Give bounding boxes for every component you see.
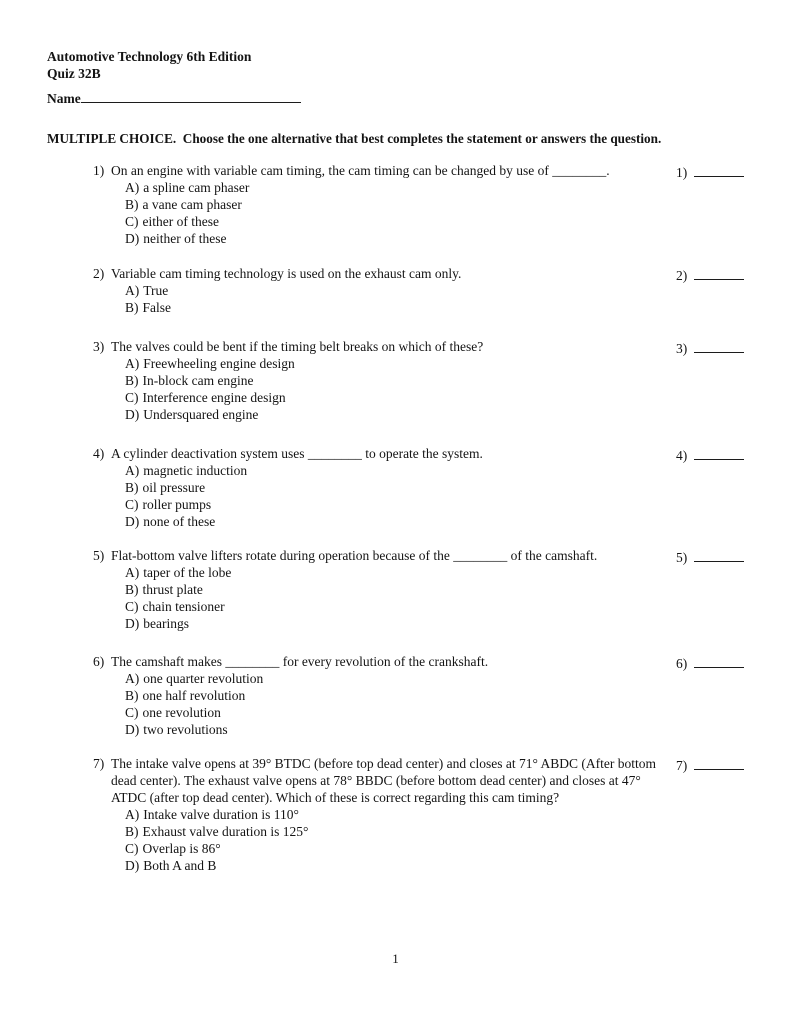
name-label: Name — [47, 91, 81, 106]
question-text: Variable cam timing technology is used on the exhaust cam only. — [111, 266, 462, 281]
option-text: thrust plate — [142, 582, 203, 597]
question-block — [93, 755, 748, 874]
option-letter: D) — [125, 407, 140, 422]
option-letter: A) — [125, 356, 140, 371]
option-text: bearings — [143, 616, 189, 631]
question-text: The intake valve opens at 39° BTDC (before top dead center) and closes at 71° ABDC (After bottom dead center). The exhaust valve opens at 78° BBDC (before bottom dead center) and closes at 47° ATDC (after top dead center). Which of these is correct regarding this cam timing? — [111, 756, 657, 805]
question-option — [125, 840, 748, 857]
answer-number: 3) — [676, 341, 688, 356]
section-heading: MULTIPLE CHOICE. Choose the one alternative that best completes the statement or answers the question. — [47, 131, 662, 146]
option-letter: A) — [125, 807, 140, 822]
question-option — [125, 282, 748, 299]
option-text: none of these — [143, 514, 216, 529]
doc-header — [47, 48, 251, 82]
question-option — [125, 513, 748, 530]
question-option — [125, 355, 748, 372]
question-options — [125, 670, 748, 738]
question-option — [125, 721, 748, 738]
option-text: False — [142, 300, 171, 315]
answer-blank-line[interactable] — [694, 265, 744, 280]
question-options — [125, 564, 748, 632]
doc-title: Automotive Technology 6th Edition — [47, 49, 252, 64]
question-text: On an engine with variable cam timing, the cam timing can be changed by use of ________. — [111, 163, 610, 178]
question-block — [93, 445, 748, 530]
option-letter: B) — [125, 480, 139, 495]
question-number: 1) — [93, 163, 105, 178]
answer-blank-line[interactable] — [694, 338, 744, 353]
question-option — [125, 564, 748, 581]
question-options — [125, 355, 748, 423]
question-text: Flat-bottom valve lifters rotate during operation because of the ________ of the camshaft. — [111, 548, 598, 563]
question-block — [93, 265, 748, 316]
questions-list — [93, 162, 748, 874]
question-option — [125, 857, 748, 874]
option-letter: B) — [125, 373, 139, 388]
option-text: either of these — [142, 214, 219, 229]
option-letter: D) — [125, 858, 140, 873]
question-text: The valves could be bent if the timing belt breaks on which of these? — [111, 339, 484, 354]
option-text: one half revolution — [142, 688, 246, 703]
option-letter: D) — [125, 514, 140, 529]
option-letter: B) — [125, 582, 139, 597]
question-text: A cylinder deactivation system uses ________ to operate the system. — [111, 446, 483, 461]
question-block — [93, 338, 748, 423]
answer-number: 4) — [676, 448, 688, 463]
question-options — [125, 806, 748, 874]
answer-slot — [676, 162, 744, 181]
option-letter: C) — [125, 214, 139, 229]
question-option — [125, 479, 748, 496]
question-block — [93, 547, 748, 632]
question-option — [125, 213, 748, 230]
question-block — [93, 653, 748, 738]
option-letter: A) — [125, 283, 140, 298]
option-text: Interference engine design — [142, 390, 286, 405]
option-text: two revolutions — [143, 722, 228, 737]
option-letter: A) — [125, 565, 140, 580]
option-letter: D) — [125, 231, 140, 246]
answer-blank-line[interactable] — [694, 755, 744, 770]
question-option — [125, 406, 748, 423]
question-number: 6) — [93, 654, 105, 669]
question-option — [125, 299, 748, 316]
option-letter: B) — [125, 688, 139, 703]
question-options — [125, 462, 748, 530]
question-option — [125, 496, 748, 513]
answer-blank-line[interactable] — [694, 653, 744, 668]
question-option — [125, 179, 748, 196]
question-option — [125, 230, 748, 247]
question-option — [125, 389, 748, 406]
option-letter: A) — [125, 463, 140, 478]
answer-number: 7) — [676, 758, 688, 773]
question-option — [125, 670, 748, 687]
answer-blank-line[interactable] — [694, 445, 744, 460]
option-text: roller pumps — [142, 497, 212, 512]
question-row — [93, 547, 748, 564]
option-letter: B) — [125, 824, 139, 839]
answer-slot — [676, 338, 744, 357]
option-text: magnetic induction — [143, 463, 248, 478]
answer-slot — [676, 755, 744, 774]
question-option — [125, 687, 748, 704]
option-text: In-block cam engine — [142, 373, 254, 388]
question-option — [125, 704, 748, 721]
question-option — [125, 823, 748, 840]
name-blank-line[interactable] — [81, 88, 301, 103]
question-option — [125, 581, 748, 598]
option-text: Exhaust valve duration is 125° — [142, 824, 309, 839]
option-letter: C) — [125, 841, 139, 856]
option-letter: C) — [125, 705, 139, 720]
option-text: taper of the lobe — [143, 565, 232, 580]
answer-slot — [676, 547, 744, 566]
question-option — [125, 806, 748, 823]
option-letter: C) — [125, 497, 139, 512]
option-letter: B) — [125, 300, 139, 315]
option-text: True — [143, 283, 169, 298]
option-text: Intake valve duration is 110° — [143, 807, 299, 822]
option-letter: D) — [125, 616, 140, 631]
option-text: Both A and B — [143, 858, 217, 873]
question-number: 5) — [93, 548, 105, 563]
answer-number: 6) — [676, 656, 688, 671]
question-row — [93, 755, 748, 806]
option-letter: A) — [125, 671, 140, 686]
option-letter: C) — [125, 599, 139, 614]
answer-number: 1) — [676, 165, 688, 180]
question-row — [93, 338, 748, 355]
option-text: chain tensioner — [142, 599, 225, 614]
answer-slot — [676, 653, 744, 672]
option-text: Overlap is 86° — [142, 841, 221, 856]
question-text: The camshaft makes ________ for every revolution of the crankshaft. — [111, 654, 489, 669]
option-text: one quarter revolution — [143, 671, 264, 686]
option-letter: B) — [125, 197, 139, 212]
option-text: neither of these — [143, 231, 227, 246]
question-number: 2) — [93, 266, 105, 281]
option-letter: C) — [125, 390, 139, 405]
doc-subtitle: Quiz 32B — [47, 66, 101, 81]
question-option — [125, 196, 748, 213]
option-text: one revolution — [142, 705, 221, 720]
answer-slot — [676, 445, 744, 464]
question-option — [125, 598, 748, 615]
option-text: a vane cam phaser — [142, 197, 242, 212]
option-letter: D) — [125, 722, 140, 737]
question-number: 4) — [93, 446, 105, 461]
answer-number: 2) — [676, 268, 688, 283]
question-number: 3) — [93, 339, 105, 354]
question-row — [93, 162, 748, 179]
question-option — [125, 372, 748, 389]
option-text: Freewheeling engine design — [143, 356, 295, 371]
name-row — [47, 88, 301, 107]
option-text: Undersquared engine — [143, 407, 259, 422]
answer-number: 5) — [676, 550, 688, 565]
question-options — [125, 179, 748, 247]
option-text: oil pressure — [142, 480, 206, 495]
question-options — [125, 282, 748, 316]
page-number: 1 — [392, 951, 399, 966]
question-row — [93, 445, 748, 462]
question-option — [125, 462, 748, 479]
answer-slot — [676, 265, 744, 284]
option-letter: A) — [125, 180, 140, 195]
option-text: a spline cam phaser — [143, 180, 250, 195]
question-option — [125, 615, 748, 632]
answer-blank-line[interactable] — [694, 547, 744, 562]
question-row — [93, 653, 748, 670]
question-number: 7) — [93, 756, 105, 771]
question-block — [93, 162, 748, 247]
question-row — [93, 265, 748, 282]
answer-blank-line[interactable] — [694, 162, 744, 177]
